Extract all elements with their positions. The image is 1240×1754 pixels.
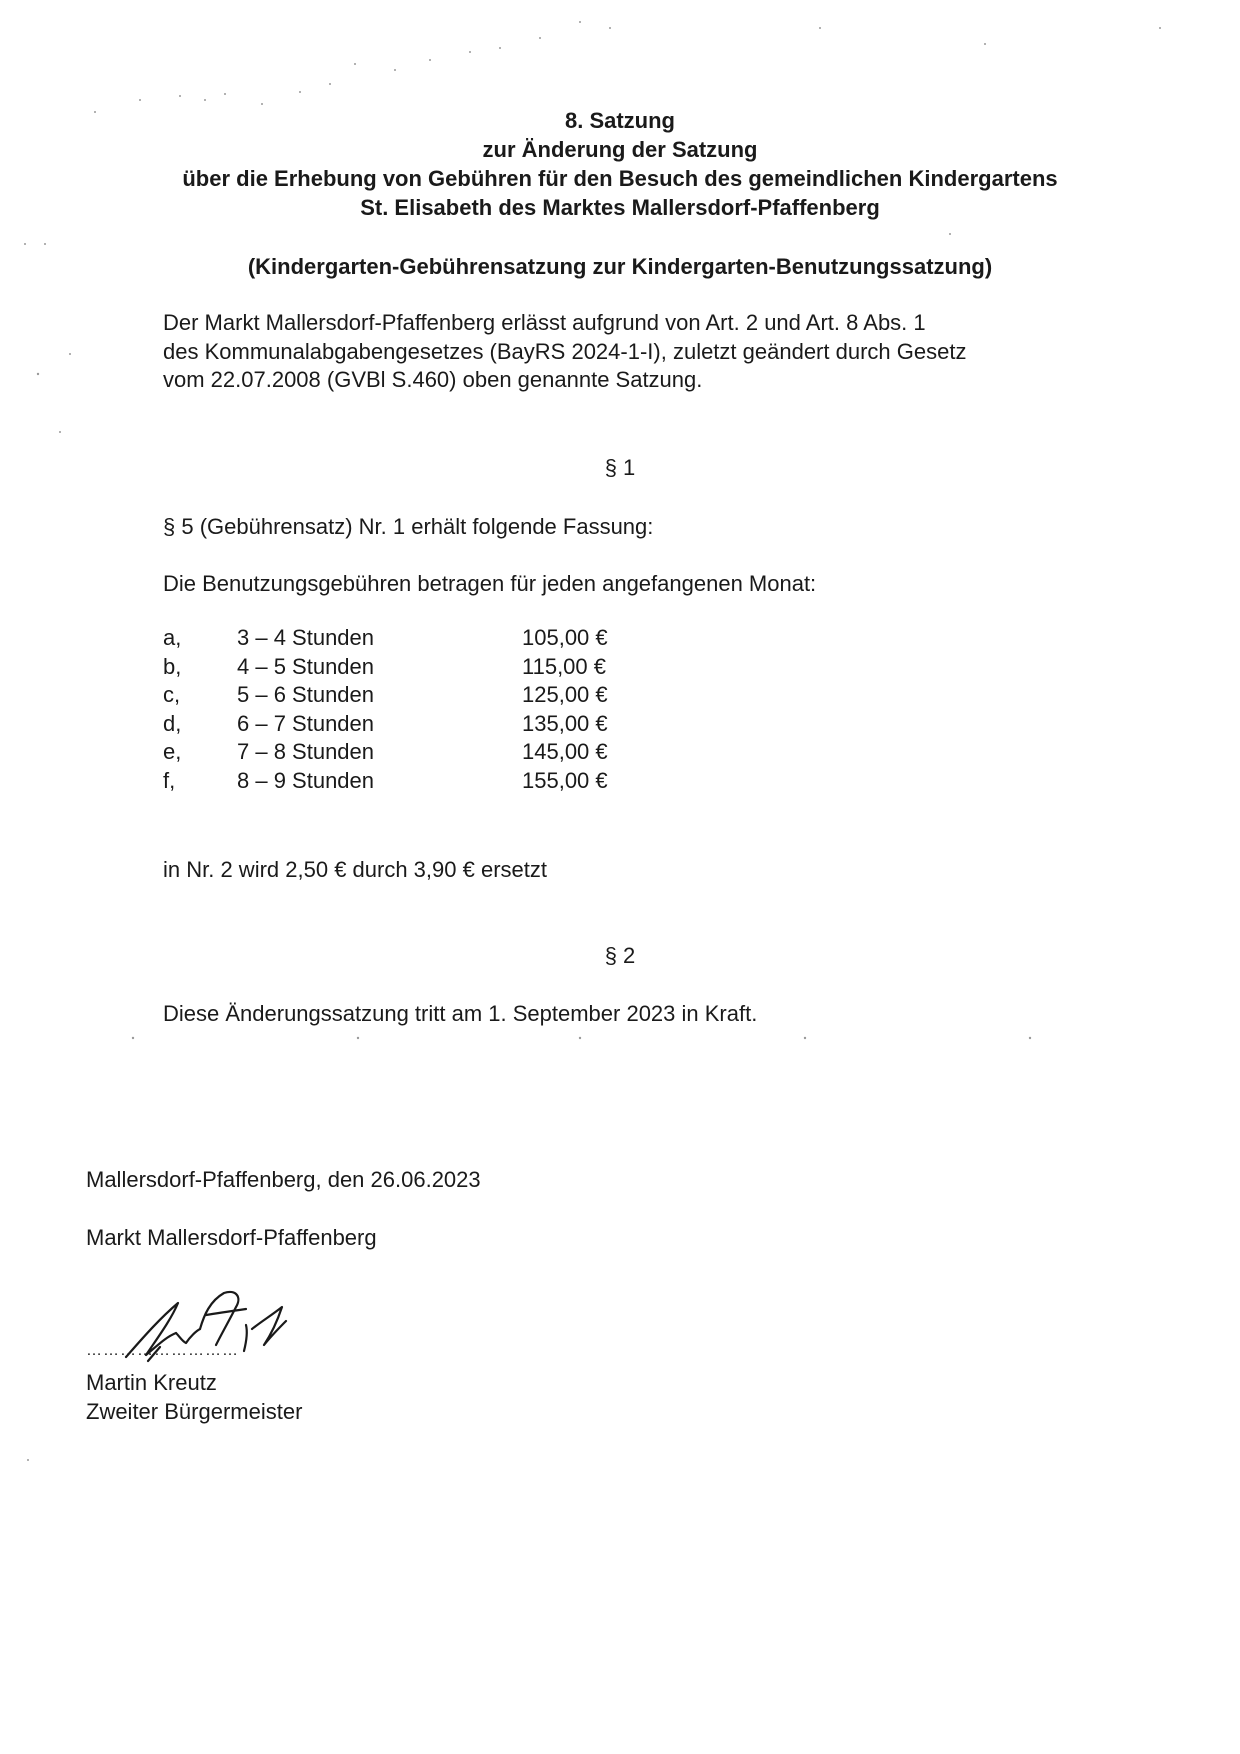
fee-hours: 3 – 4 Stunden [237, 625, 375, 650]
section-1-text: § 5 (Gebührensatz) Nr. 1 erhält folgende Fassung: [163, 514, 654, 539]
section-2-text: Diese Änderungssatzung tritt am 1. September 2023 in Kraft. [163, 1001, 758, 1026]
intro-paragraph [163, 309, 1123, 395]
title-line-1: 8. Satzung [564, 108, 675, 133]
intro-line-2: des Kommunalabgabengesetzes (BayRS 2024-1-I), zuletzt geändert durch Gesetz [163, 338, 967, 364]
section-1-heading-text: § 1 [604, 455, 636, 480]
fee-hours: 7 – 8 Stunden [237, 739, 375, 764]
fee-letter: e, [163, 739, 182, 764]
fee-intro-text: Die Benutzungsgebühren betragen für jeden angefangenen Monat: [163, 571, 817, 596]
document-title [0, 106, 1240, 222]
fee-amount: 125,00 € [522, 682, 608, 707]
fee-amount: 145,00 € [522, 739, 608, 764]
fee-hours: 8 – 9 Stunden [237, 767, 375, 793]
fee-amount: 115,00 € [522, 653, 607, 679]
fee-letter: a, [163, 625, 182, 650]
title-line-4: St. Elisabeth des Marktes Mallersdorf-Pfaffenberg [360, 195, 880, 220]
title-line-2: zur Änderung der Satzung [482, 137, 758, 162]
document-subtitle: (Kindergarten-Gebührensatzung zur Kindergarten-Benutzungssatzung) [247, 254, 993, 279]
signature-line: ……………………… [86, 1342, 239, 1359]
fee-row [163, 624, 632, 653]
fee-row [163, 738, 632, 767]
title-line-3: über die Erhebung von Gebühren für den Besuch des gemeindlichen Kindergartens [182, 166, 1058, 191]
fee-hours: 6 – 7 Stunden [237, 710, 375, 736]
fee-letter: d, [163, 710, 182, 736]
fee-hours: 5 – 6 Stunden [237, 682, 375, 707]
fee-letter: c, [163, 682, 181, 707]
fee-letter: b, [163, 653, 182, 679]
fee-row [163, 653, 632, 682]
municipality: Markt Mallersdorf-Pfaffenberg [86, 1225, 377, 1250]
section-1-heading [0, 455, 1240, 481]
fee-amount: 105,00 € [522, 625, 608, 650]
intro-line-3: vom 22.07.2008 (GVBl S.460) oben genannte Satzung. [163, 367, 703, 392]
intro-line-1: Der Markt Mallersdorf-Pfaffenberg erlässt aufgrund von Art. 2 und Art. 8 Abs. 1 [163, 310, 926, 335]
fee-hours: 4 – 5 Stunden [237, 653, 375, 679]
signer-name: Martin Kreutz [86, 1370, 217, 1395]
fee-row [163, 767, 632, 796]
fee-table [163, 624, 632, 795]
fee-letter: f, [163, 767, 176, 793]
fee-amount: 135,00 € [522, 710, 608, 736]
signer-role: Zweiter Bürgermeister [86, 1399, 303, 1424]
place-date: Mallersdorf-Pfaffenberg, den 26.06.2023 [86, 1167, 481, 1192]
section-2-heading [0, 943, 1240, 969]
section-2-heading-text: § 2 [604, 943, 636, 968]
fee-row [163, 681, 632, 710]
fee-row [163, 710, 632, 739]
section-1-replacement-text: in Nr. 2 wird 2,50 € durch 3,90 € ersetzt [163, 857, 547, 882]
fee-amount: 155,00 € [522, 767, 608, 793]
